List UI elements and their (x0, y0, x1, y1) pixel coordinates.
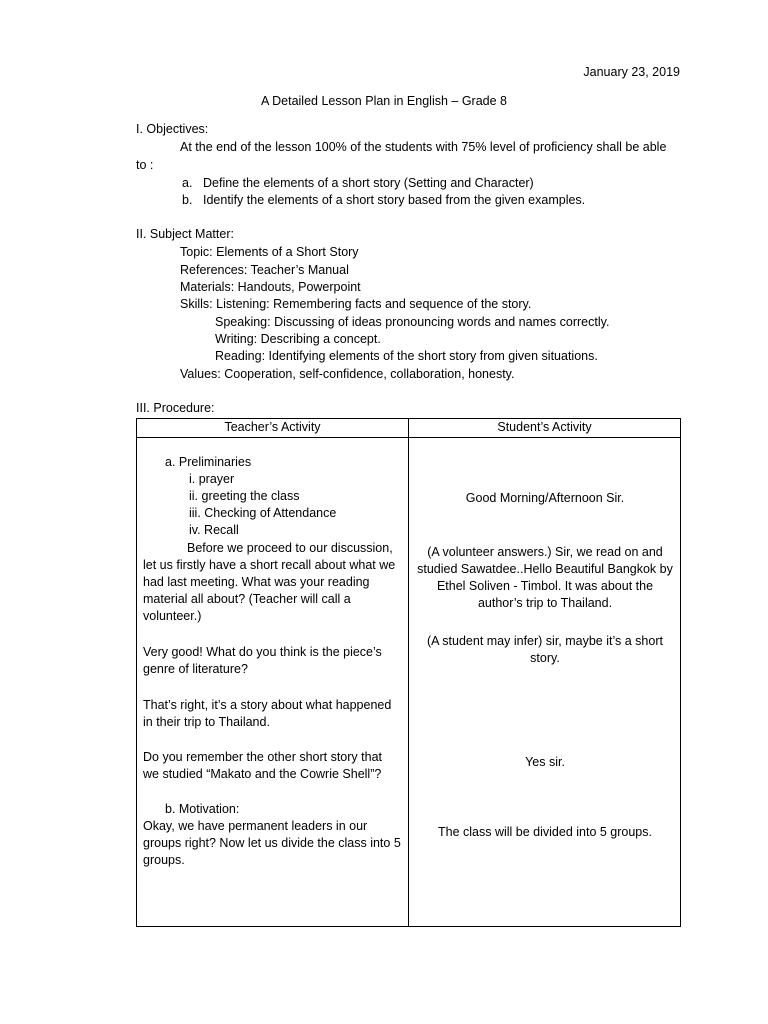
date: January 23, 2019 (583, 65, 680, 79)
subject-matter-heading: II. Subject Matter: (136, 227, 234, 241)
objectives-heading: I. Objectives: (136, 122, 209, 136)
procedure-heading: III. Procedure: (136, 401, 215, 415)
objective-item: Define the elements of a short story (Setting and Character) (203, 176, 534, 190)
motivation-text: Okay, we have permanent leaders in our groups right? Now let us divide the class into 5 groups. (143, 819, 401, 867)
checking-attendance: iii. Checking of Attendance (189, 506, 337, 520)
teacher-activity-cell (137, 438, 409, 927)
skills-speaking: Speaking: Discussing of ideas pronouncing words and names correctly. (215, 315, 610, 329)
skills-writing: Writing: Describing a concept. (215, 332, 381, 346)
student-activity-header: Student’s Activity (409, 419, 681, 438)
recall: iv. Recall (189, 523, 239, 537)
topic: Topic: Elements of a Short Story (180, 245, 359, 259)
objective-item: Identify the elements of a short story based from the given examples. (203, 193, 586, 207)
objective-marker: b. (182, 193, 193, 207)
preliminaries: a. Preliminaries (165, 455, 252, 469)
recall-text: let us firstly have a short recall about what we had last meeting. What was your reading material all about? (Teacher will call a volunteer.) (143, 558, 396, 623)
remember-question: Do you remember the other short story that we studied “Makato and the Cowrie Shell”? (143, 750, 382, 781)
student-greeting: Good Morning/Afternoon Sir. (465, 491, 625, 505)
student-activity-cell (409, 438, 681, 927)
objectives-intro: At the end of the lesson 100% of the students with 75% level of proficiency shall be able (180, 140, 667, 154)
teacher-activity-header: Teacher’s Activity (137, 419, 409, 438)
references: References: Teacher’s Manual (180, 263, 349, 277)
student-groups: The class will be divided into 5 groups. (437, 825, 652, 839)
document-title: A Detailed Lesson Plan in English – Grade 8 (261, 94, 507, 108)
greeting-the-class: ii. greeting the class (189, 489, 300, 503)
objective-marker: a. (182, 176, 193, 190)
objectives-intro-continued: to : (136, 158, 154, 172)
procedure-table (136, 418, 681, 927)
materials: Materials: Handouts, Powerpoint (180, 280, 361, 294)
table-row (137, 438, 681, 927)
volunteer-answer: (A volunteer answers.) Sir, we read on and studied Sawatdee..Hello Beautiful Bangkok by Ethel Soliven - Timbol. It was about the author’s trip to Thailand. (417, 545, 673, 610)
table-header-row (137, 419, 681, 438)
recall-text-first-line: Before we proceed to our discussion, (187, 541, 393, 555)
student-yes: Yes sir. (525, 755, 565, 769)
prayer: i. prayer (189, 472, 235, 486)
genre-question: Very good! What do you think is the piece’s genre of literature? (143, 645, 382, 676)
skills-listening: Skills: Listening: Remembering facts and sequence of the story. (180, 297, 532, 311)
thats-right: That’s right, it’s a story about what happened in their trip to Thailand. (143, 698, 392, 729)
skills-reading: Reading: Identifying elements of the short story from given situations. (215, 349, 598, 363)
motivation: b. Motivation: (165, 802, 240, 816)
values: Values: Cooperation, self-confidence, collaboration, honesty. (180, 367, 515, 381)
student-infer: (A student may infer) sir, maybe it’s a short story. (427, 634, 663, 665)
